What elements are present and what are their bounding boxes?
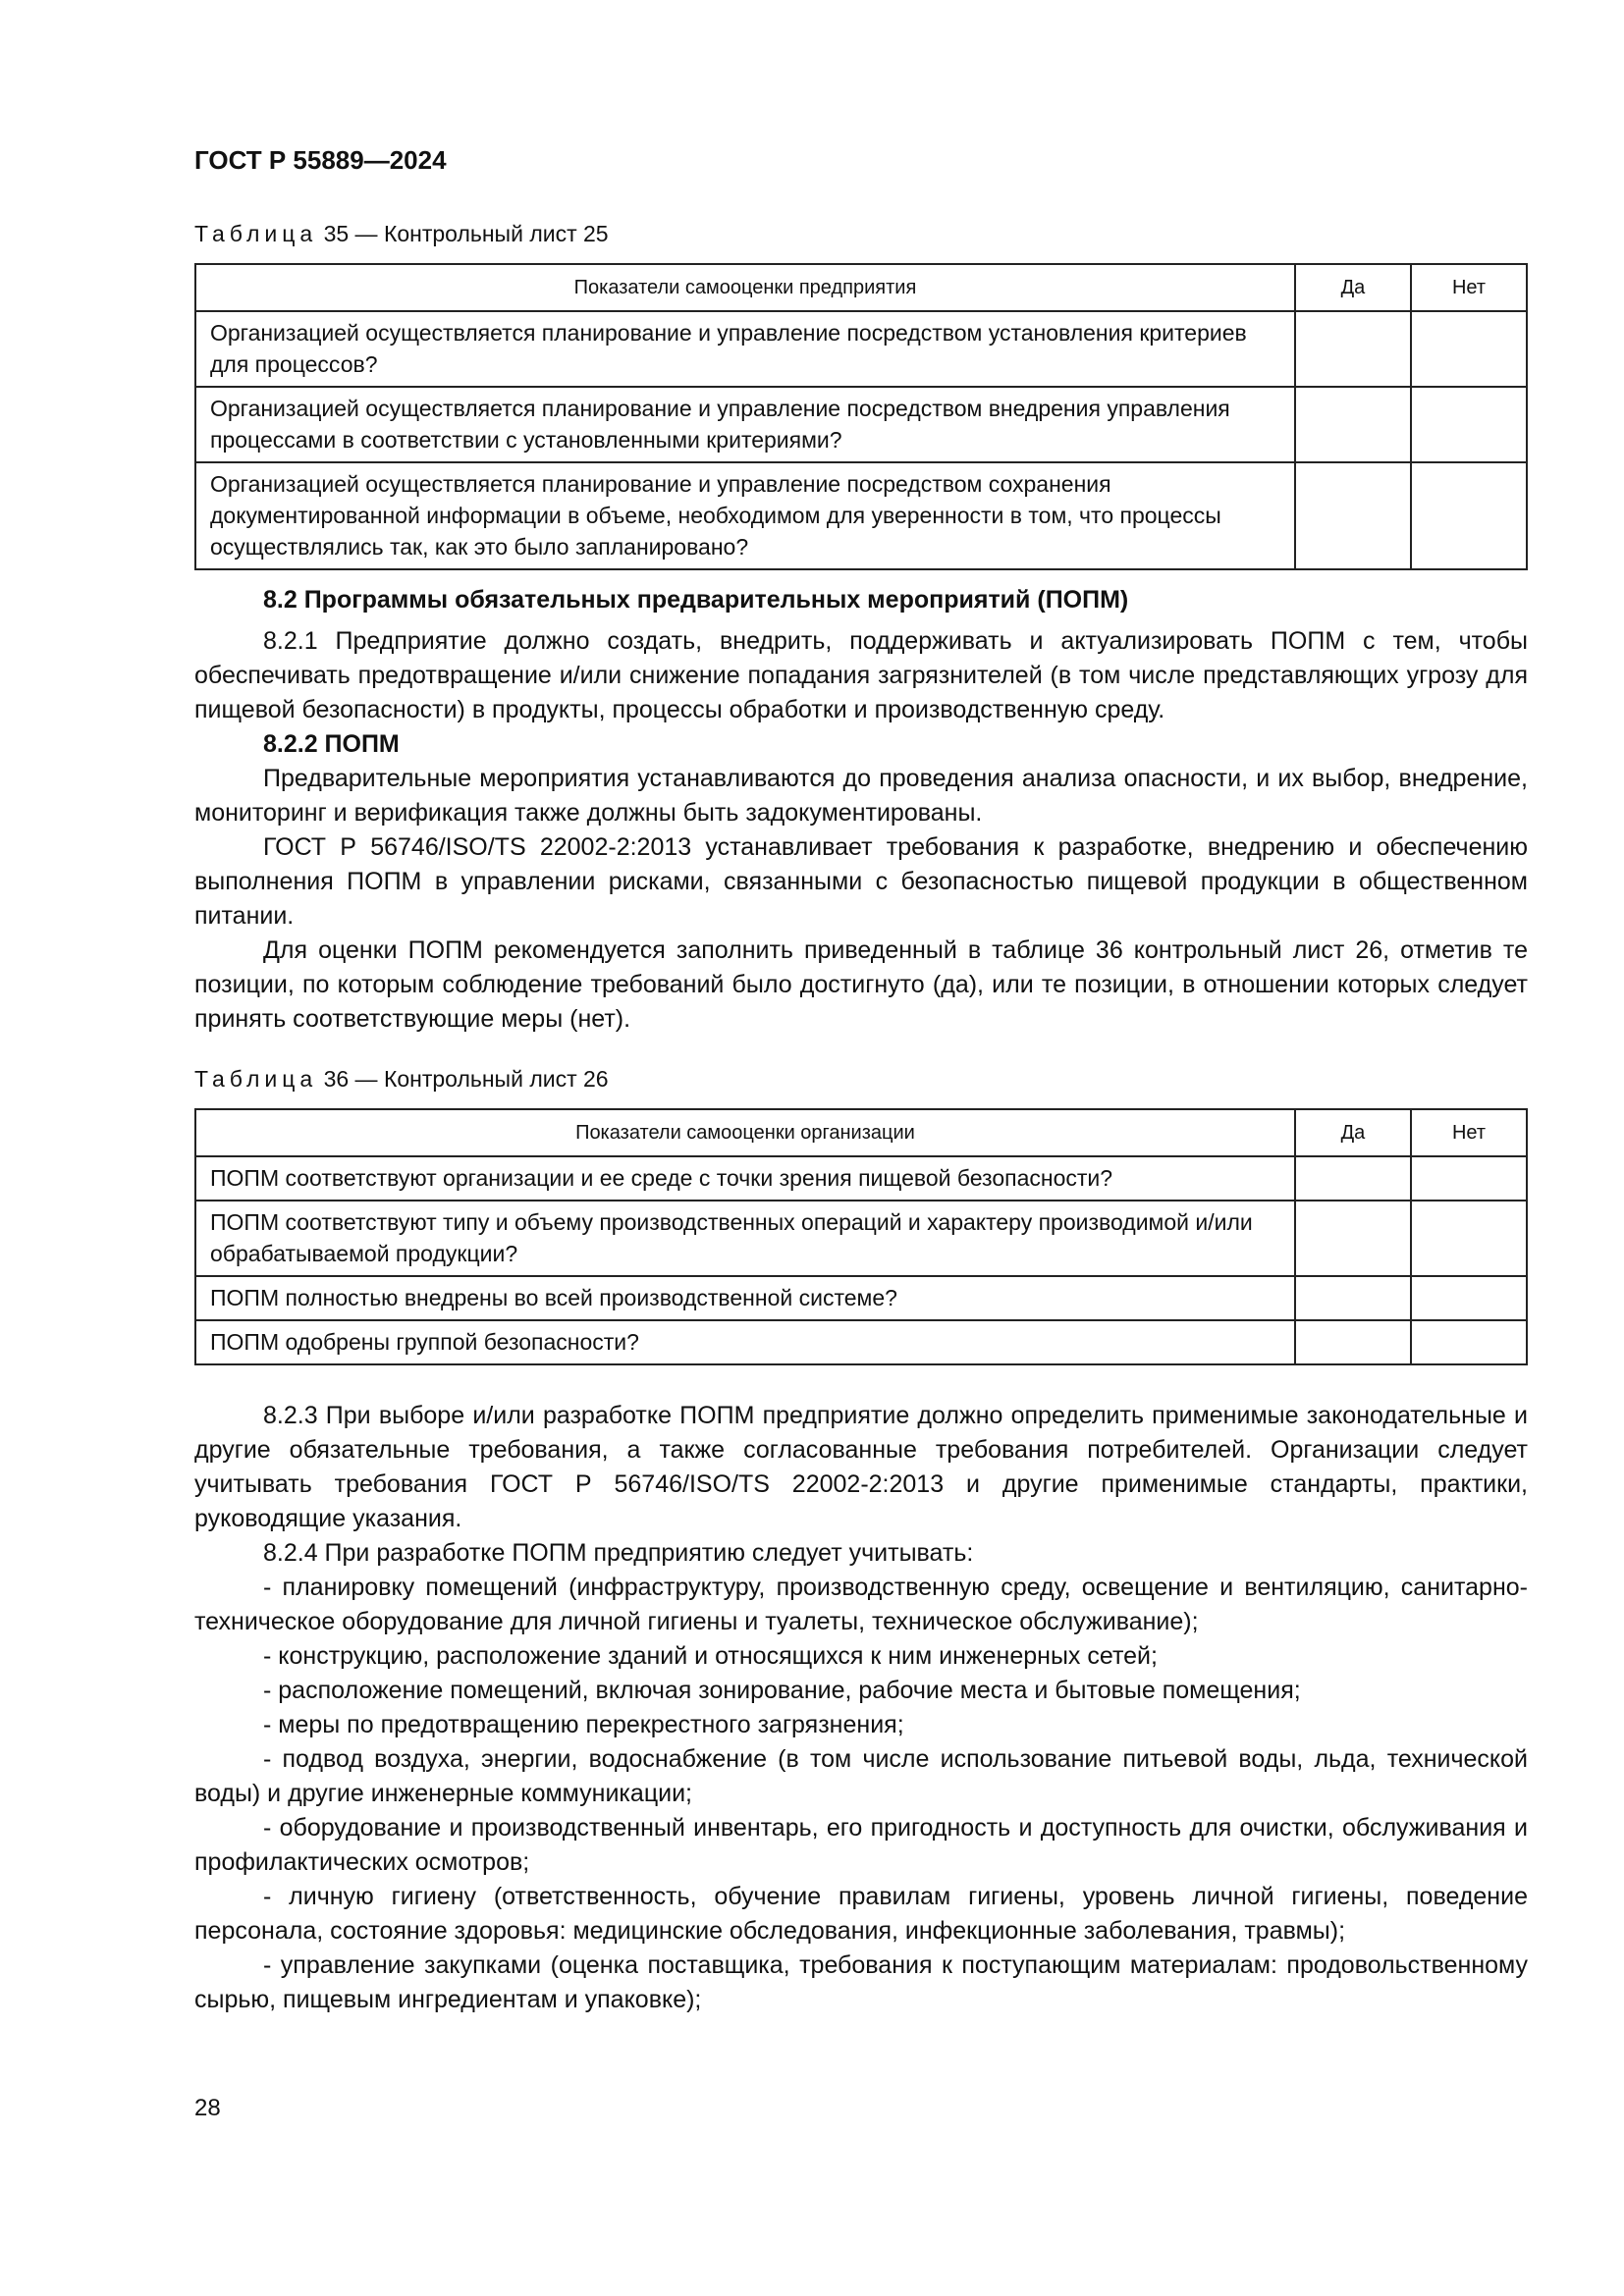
table-header-row bbox=[195, 1109, 1527, 1156]
no-answer-cell[interactable] bbox=[1411, 387, 1527, 462]
table-36-caption bbox=[194, 1066, 1528, 1093]
yes-answer-cell[interactable] bbox=[1295, 462, 1411, 569]
table-36-caption-text: 36 — Контрольный лист 26 bbox=[323, 1066, 609, 1092]
yes-answer-cell[interactable] bbox=[1295, 311, 1411, 387]
table-row bbox=[195, 462, 1527, 569]
paragraph-8-2-2-c: Для оценки ПОПМ рекомендуется заполнить приведенный в таблице 36 контрольный лист 26, отметив те позиции, по которым соблюдение требований было достигнуто (да), или те позиции, в отношении которых следует принять соответствующие меры (нет). bbox=[194, 936, 1528, 1033]
paragraph-8-2-2-a: Предварительные мероприятия устанавливаются до проведения анализа опасности, и их выбор, внедрение, мониторинг и верификация также должны быть задокументированы. bbox=[194, 765, 1528, 827]
checklist-table-36 bbox=[194, 1108, 1528, 1365]
question-cell: ПОПМ соответствуют организации и ее среде с точки зрения пищевой безопасности? bbox=[195, 1156, 1295, 1201]
list-item: - оборудование и производственный инвентарь, его пригодность и доступность для очистки, обслуживания и профилактических осмотров; bbox=[194, 1814, 1528, 1876]
list-item: - подвод воздуха, энергии, водоснабжение (в том числе использование питьевой воды, льда, технической воды) и другие инженерные коммуникации; bbox=[194, 1745, 1528, 1807]
yes-answer-cell[interactable] bbox=[1295, 387, 1411, 462]
list-item: - конструкцию, расположение зданий и относящихся к ним инженерных сетей; bbox=[263, 1642, 1158, 1670]
yes-answer-cell[interactable] bbox=[1295, 1276, 1411, 1320]
column-header-question: Показатели самооценки организации bbox=[195, 1109, 1295, 1156]
document-page bbox=[194, 145, 1528, 2017]
question-cell: Организацией осуществляется планирование и управление посредством сохранения документированной информации в объеме, необходимом для уверенности в том, что процессы осуществлялись так, как это было запланировано? bbox=[195, 462, 1295, 569]
table-36-caption-prefix: Таблица bbox=[194, 1066, 318, 1092]
table-row bbox=[195, 1276, 1527, 1320]
question-cell: ПОПМ соответствуют типу и объему производственных операций и характеру производимой и/или обрабатываемой продукции? bbox=[195, 1201, 1295, 1276]
list-item: - личную гигиену (ответственность, обучение правилам гигиены, уровень личной гигиены, поведение персонала, состояние здоровья: медицинские обследования, инфекционные заболевания, травмы); bbox=[194, 1883, 1528, 1945]
section-heading-8-2: 8.2 Программы обязательных предварительных мероприятий (ПОПМ) bbox=[263, 586, 1129, 614]
paragraph-8-2-3: 8.2.3 При выборе и/или разработке ПОПМ предприятие должно определить применимые законодательные и другие обязательные требования, а также согласованные требования потребителей. Организации следует учитывать требования ГОСТ Р 56746/ISO/TS 22002-2:2013 и другие применимые стандарты, практики, руководящие указания. bbox=[194, 1402, 1528, 1532]
column-header-no: Нет bbox=[1411, 1109, 1527, 1156]
table-row bbox=[195, 387, 1527, 462]
list-item: - планировку помещений (инфраструктуру, производственную среду, освещение и вентиляцию, санитарно-техническое оборудование для личной гигиены и туалеты, техническое обслуживание); bbox=[194, 1574, 1528, 1635]
list-item: - управление закупками (оценка поставщика, требования к поступающим материалам: продовольственному сырью, пищевым ингредиентам и упаковке); bbox=[194, 1951, 1528, 2013]
list-item: - меры по предотвращению перекрестного загрязнения; bbox=[263, 1711, 904, 1738]
no-answer-cell[interactable] bbox=[1411, 462, 1527, 569]
no-answer-cell[interactable] bbox=[1411, 1156, 1527, 1201]
no-answer-cell[interactable] bbox=[1411, 1276, 1527, 1320]
page-number: 28 bbox=[194, 2095, 221, 2121]
question-cell: ПОПМ полностью внедрены во всей производственной системе? bbox=[195, 1276, 1295, 1320]
no-answer-cell[interactable] bbox=[1411, 1320, 1527, 1364]
document-header: ГОСТ Р 55889—2024 bbox=[194, 145, 447, 175]
table-row bbox=[195, 311, 1527, 387]
paragraph-8-2-2-b: ГОСТ Р 56746/ISO/TS 22002-2:2013 устанавливает требования к разработке, внедрению и обеспечению выполнения ПОПМ в управлении рисками, связанными с безопасностью пищевой продукции в общественном питании. bbox=[194, 833, 1528, 930]
question-cell: Организацией осуществляется планирование и управление посредством установления критериев для процессов? bbox=[195, 311, 1295, 387]
paragraph-8-2-4: 8.2.4 При разработке ПОПМ предприятию следует учитывать: bbox=[263, 1539, 974, 1567]
column-header-question: Показатели самооценки предприятия bbox=[195, 264, 1295, 311]
column-header-yes: Да bbox=[1295, 264, 1411, 311]
yes-answer-cell[interactable] bbox=[1295, 1156, 1411, 1201]
column-header-no: Нет bbox=[1411, 264, 1527, 311]
subsection-heading-8-2-2: 8.2.2 ПОПМ bbox=[263, 730, 400, 758]
table-row bbox=[195, 1320, 1527, 1364]
table-35-caption-text: 35 — Контрольный лист 25 bbox=[323, 221, 609, 246]
table-35-caption-prefix: Таблица bbox=[194, 221, 318, 246]
question-cell: ПОПМ одобрены группой безопасности? bbox=[195, 1320, 1295, 1364]
table-row bbox=[195, 1156, 1527, 1201]
no-answer-cell[interactable] bbox=[1411, 311, 1527, 387]
list-item: - расположение помещений, включая зонирование, рабочие места и бытовые помещения; bbox=[263, 1677, 1301, 1704]
paragraph-8-2-1: 8.2.1 Предприятие должно создать, внедрить, поддерживать и актуализировать ПОПМ с тем, чтобы обеспечивать предотвращение и/или снижение попадания загрязнителей (в том числе представляющих угрозу для пищевой безопасности) в продукты, процессы обработки и производственную среду. bbox=[194, 627, 1528, 723]
table-row bbox=[195, 1201, 1527, 1276]
table-35-caption bbox=[194, 221, 1528, 247]
no-answer-cell[interactable] bbox=[1411, 1201, 1527, 1276]
table-header-row bbox=[195, 264, 1527, 311]
yes-answer-cell[interactable] bbox=[1295, 1320, 1411, 1364]
column-header-yes: Да bbox=[1295, 1109, 1411, 1156]
yes-answer-cell[interactable] bbox=[1295, 1201, 1411, 1276]
checklist-table-35 bbox=[194, 263, 1528, 570]
question-cell: Организацией осуществляется планирование и управление посредством внедрения управления процессами в соответствии с установленными критериями? bbox=[195, 387, 1295, 462]
